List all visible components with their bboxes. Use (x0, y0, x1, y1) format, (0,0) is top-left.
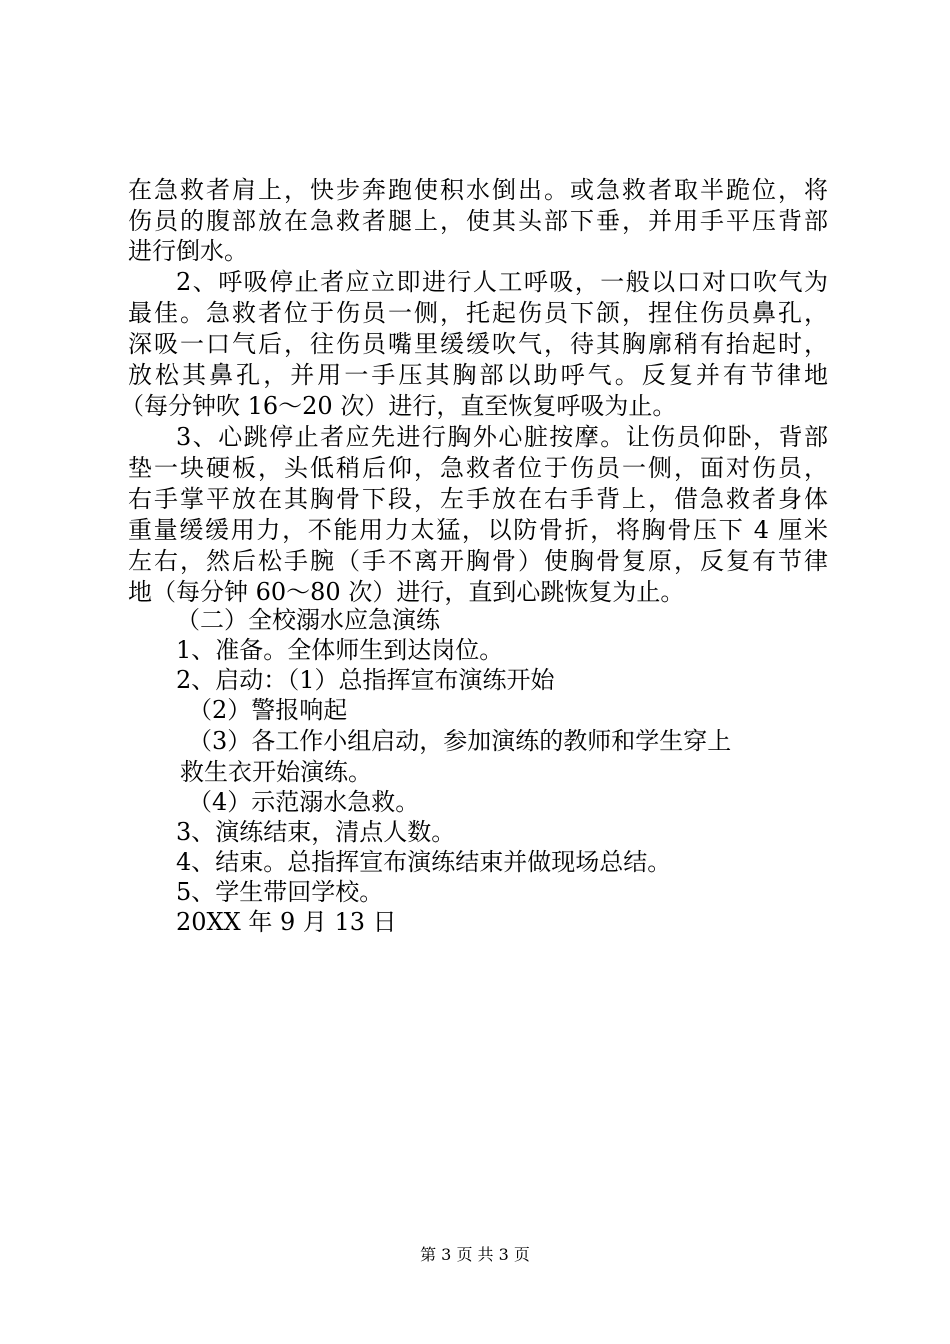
list-item-continuation: 救生衣开始演练。 (180, 758, 372, 786)
body-line: 伤员的腹部放在急救者腿上，使其头部下垂，并用手平压背部 (128, 207, 828, 235)
list-item: 3、演练结束，清点人数。 (176, 818, 456, 846)
body-line: 进行倒水。 (128, 237, 248, 265)
body-line: 2、呼吸停止者应立即进行人工呼吸，一般以口对口吹气为 (176, 268, 828, 296)
body-line: 右手掌平放在其胸骨下段，左手放在右手背上，借急救者身体 (128, 485, 828, 513)
page-number-footer: 第 3 页 共 3 页 (420, 1245, 530, 1264)
body-line: 垫一块硬板，头低稍后仰，急救者位于伤员一侧，面对伤员， (128, 454, 828, 482)
body-line: 地（每分钟 60～80 次）进行，直到心跳恢复为止。 (128, 578, 685, 606)
list-item: 2、启动：（1）总指挥宣布演练开始 (176, 666, 555, 694)
list-item: （4）示范溺水急救。 (188, 788, 420, 816)
body-line: （每分钟吹 16～20 次）进行，直至恢复呼吸为止。 (120, 392, 677, 420)
body-line: 放松其鼻孔，并用一手压其胸部以助呼气。反复并有节律地 (128, 361, 828, 389)
document-date: 20XX 年 9 月 13 日 (176, 908, 397, 936)
body-line: 重量缓缓用力，不能用力太猛，以防骨折，将胸骨压下 4 厘米 (128, 516, 828, 544)
list-item: 5、学生带回学校。 (176, 878, 384, 906)
list-item: （2）警报响起 (188, 696, 348, 724)
body-line: 在急救者肩上，快步奔跑使积水倒出。或急救者取半跪位，将 (128, 176, 828, 204)
section-heading: （二）全校溺水应急演练 (176, 606, 440, 634)
list-item: 1、准备。全体师生到达岗位。 (176, 636, 504, 664)
body-line: 深吸一口气后，往伤员嘴里缓缓吹气，待其胸廓稍有抬起时， (128, 330, 828, 358)
list-item: （3）各工作小组启动，参加演练的教师和学生穿上 (188, 727, 732, 755)
body-line: 左右，然后松手腕（手不离开胸骨）使胸骨复原，反复有节律 (128, 547, 828, 575)
body-line: 3、心跳停止者应先进行胸外心脏按摩。让伤员仰卧，背部 (176, 423, 828, 451)
list-item: 4、结束。总指挥宣布演练结束并做现场总结。 (176, 848, 672, 876)
body-line: 最佳。急救者位于伤员一侧，托起伤员下颌，捏住伤员鼻孔， (128, 299, 828, 327)
